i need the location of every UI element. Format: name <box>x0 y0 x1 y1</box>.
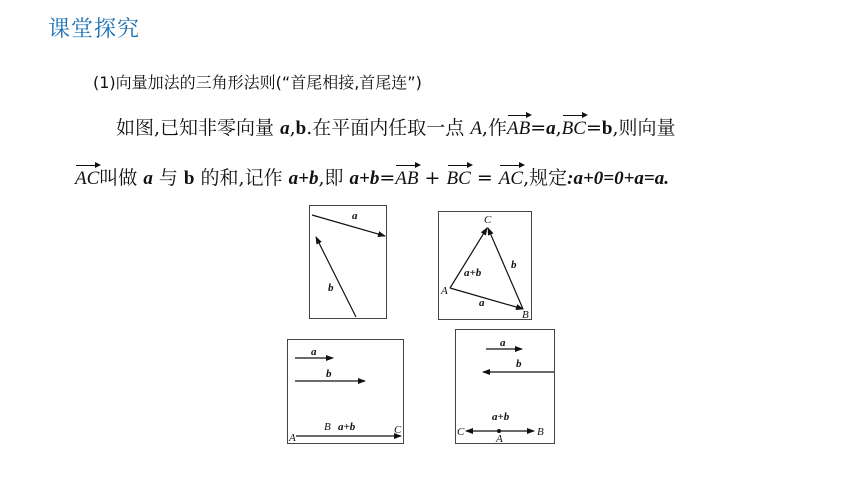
vector-ac-arrow <box>450 228 487 288</box>
figure-free-vectors <box>309 205 387 319</box>
point-a: A <box>470 118 482 139</box>
label-sum: a+b <box>492 411 510 423</box>
figure-collinear-opposite-svg <box>456 330 554 443</box>
label-sum: a+b <box>464 267 482 279</box>
figure-collinear-opposite-direction <box>455 329 555 444</box>
figure-free-vectors-svg <box>310 206 386 318</box>
triangle-rule-heading: (1)向量加法的三角形法则(“首尾相接,首尾连”) <box>93 73 422 92</box>
zero-rule: :a+0=0+a=a. <box>567 168 670 189</box>
page-title: 课堂探究 <box>48 17 141 42</box>
text: 与 <box>152 167 184 189</box>
vector-bc: BC <box>446 168 471 189</box>
text: 如图,已知非零向量 <box>116 117 281 139</box>
label-b: b <box>326 368 332 380</box>
vector-ac: AC <box>75 168 100 189</box>
text: = <box>379 167 396 189</box>
label-a: a <box>311 346 317 358</box>
text: , <box>289 117 296 139</box>
label-c-point: C <box>457 426 465 438</box>
vector-b: b <box>183 168 195 189</box>
definition-line-1 <box>116 113 836 140</box>
label-b-point: B <box>324 421 331 433</box>
text: 的和,记作 <box>194 167 289 189</box>
vector-bc-arrow <box>488 228 523 309</box>
text: ,则向量 <box>612 117 676 139</box>
label-c-point: C <box>394 424 402 436</box>
text: = <box>530 117 547 139</box>
vector-a: a <box>143 168 153 189</box>
vector-ab: AB <box>395 168 419 189</box>
text: ,规定 <box>523 167 568 189</box>
vector-a: a <box>280 118 290 139</box>
vector-ac: AC <box>498 168 524 189</box>
label-b: b <box>328 282 334 294</box>
vector-ab-arrow <box>450 288 523 309</box>
vector-a: a <box>546 118 556 139</box>
text: = <box>470 167 499 189</box>
vector-ab: AB <box>506 118 531 139</box>
label-a: a <box>352 210 358 222</box>
label-b: b <box>511 259 517 271</box>
vector-b: b <box>601 118 613 139</box>
vector-bc: BC <box>561 118 586 139</box>
label-b-point: B <box>522 309 529 319</box>
text: + <box>418 167 447 189</box>
sum-expression: a+b <box>349 168 380 189</box>
label-a-point: A <box>496 433 503 443</box>
figure-collinear-same-direction <box>287 339 404 444</box>
figure-triangle-svg <box>439 212 531 319</box>
text: , <box>555 117 562 139</box>
label-a: a <box>479 297 485 309</box>
label-c: C <box>484 214 492 226</box>
definition-line-2 <box>75 163 795 190</box>
text: ,作 <box>481 117 507 139</box>
label-a-point: A <box>441 285 448 297</box>
vector-a-arrow <box>312 215 385 236</box>
text: = <box>585 117 602 139</box>
figure-triangle <box>438 211 532 320</box>
figure-collinear-same-svg <box>288 340 403 443</box>
label-a: a <box>500 337 506 349</box>
text: .在平面内任取一点 <box>306 117 471 139</box>
label-b: b <box>516 358 522 370</box>
vector-b-arrow <box>316 237 356 317</box>
vector-b: b <box>295 118 307 139</box>
text: 叫做 <box>99 167 144 189</box>
text: ,即 <box>318 167 350 189</box>
label-b-point: B <box>537 426 544 438</box>
label-a-point: A <box>289 432 296 443</box>
label-sum: a+b <box>338 421 356 433</box>
sum-expression: a+b <box>288 168 319 189</box>
